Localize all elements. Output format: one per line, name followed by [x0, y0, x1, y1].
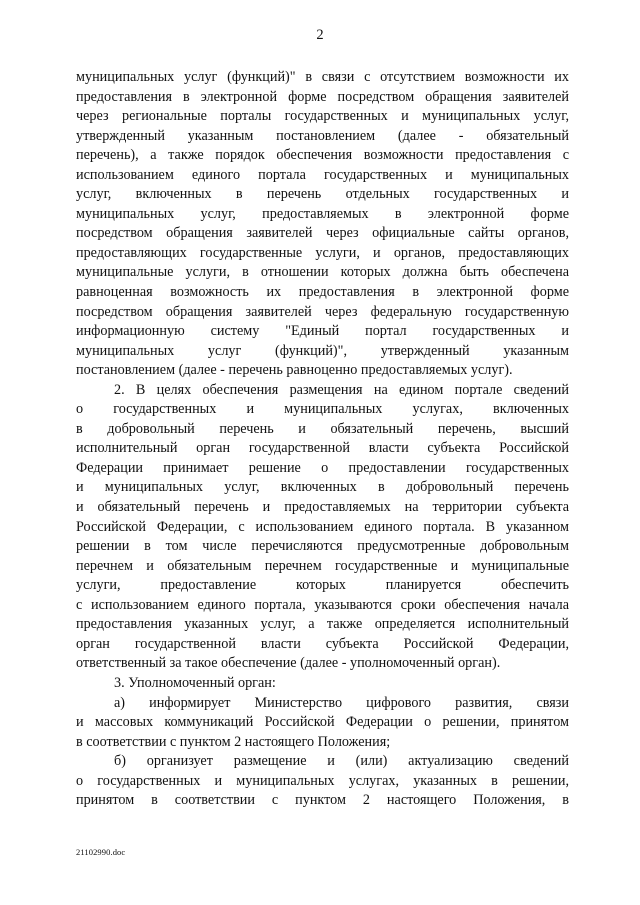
text-line: 2. В целях обеспечения размещения на едином портале сведений [114, 381, 569, 398]
text-line: принятом в соответствии с пунктом 2 настоящего Положения, в [76, 792, 569, 809]
text-line: ответственный за такое обеспечение (далее - уполномоченный орган). [76, 655, 501, 672]
text-line: посредством обращения заявителей через федеральную государственную [76, 303, 569, 320]
text-line: предоставляющих государственные услуги, и органов, предоставляющих [76, 244, 569, 261]
text-line: о государственных и муниципальных услугах, включенных [76, 401, 569, 418]
text-line: и муниципальных услуг, включенных в добровольный перечень [76, 479, 569, 496]
text-line: муниципальные услуги, в отношении которых должна быть обеспечена [76, 264, 569, 281]
text-line: орган государственной власти субъекта Российской Федерации, [76, 635, 569, 652]
text-line: в добровольный перечень и обязательный перечень, высший [76, 420, 569, 437]
page-number: 2 [316, 27, 324, 43]
text-line: б) организует размещение и (или) актуализацию сведений [114, 753, 569, 770]
text-line: утвержденный указанным постановлением (далее - обязательный [76, 127, 569, 144]
text-line: муниципальных услуг (функций)" в связи с отсутствием возможности их [76, 69, 569, 85]
document-filename: 21102990.doc [76, 847, 126, 857]
text-line: равноценная возможность их предоставления в электронной форме [76, 284, 569, 301]
text-line: посредством обращения заявителей через официальные сайты органов, [76, 225, 569, 242]
text-line: о государственных и муниципальных услугах, указанных в решении, [76, 772, 569, 789]
text-line: перечень), а также порядок обеспечения возможности предоставления с [76, 147, 569, 164]
body-text [76, 68, 569, 811]
text-line: постановлением (далее - перечень равноценно предоставляемых услуг). [76, 362, 513, 379]
text-line: предоставления указанных услуг, а также определяется исполнительный [76, 616, 569, 633]
text-line: использованием единого портала государственных и муниципальных [76, 166, 569, 183]
text-line: услуг, включенных в перечень отдельных государственных и [76, 186, 569, 203]
text-line: через региональные порталы государственных и муниципальных услуг, [76, 108, 569, 125]
text-line: предоставления в электронной форме посредством обращения заявителей [76, 88, 569, 105]
text-line: с использованием единого портала, указываются сроки обеспечения начала [76, 596, 569, 613]
text-line: Российской Федерации, с использованием единого портала. В указанном [76, 518, 569, 535]
text-line: исполнительный орган государственной власти субъекта Российской [76, 440, 569, 457]
text-line: муниципальных услуг (функций)", утвержденный указанным [76, 342, 569, 359]
text-line: и массовых коммуникаций Российской Федерации о решении, принятом [76, 714, 569, 731]
text-line: Федерации принимает решение о предоставлении государственных [76, 459, 569, 476]
text-line: и обязательный перечень и предоставляемых на территории субъекта [76, 499, 569, 516]
text-line: информационную систему "Единый портал государственных и [76, 323, 569, 340]
text-line: муниципальных услуг, предоставляемых в электронной форме [76, 205, 569, 222]
text-line: а) информирует Министерство цифрового развития, связи [114, 694, 569, 711]
text-line: решении в том числе перечисляются предусмотренные добровольным [76, 538, 569, 555]
text-line: 3. Уполномоченный орган: [114, 674, 276, 691]
text-line: перечнем и обязательным перечнем государственные и муниципальные [76, 557, 569, 574]
text-line: услуги, предоставление которых планируется обеспечить [76, 577, 569, 594]
text-line: в соответствии с пунктом 2 настоящего Положения; [76, 733, 391, 750]
